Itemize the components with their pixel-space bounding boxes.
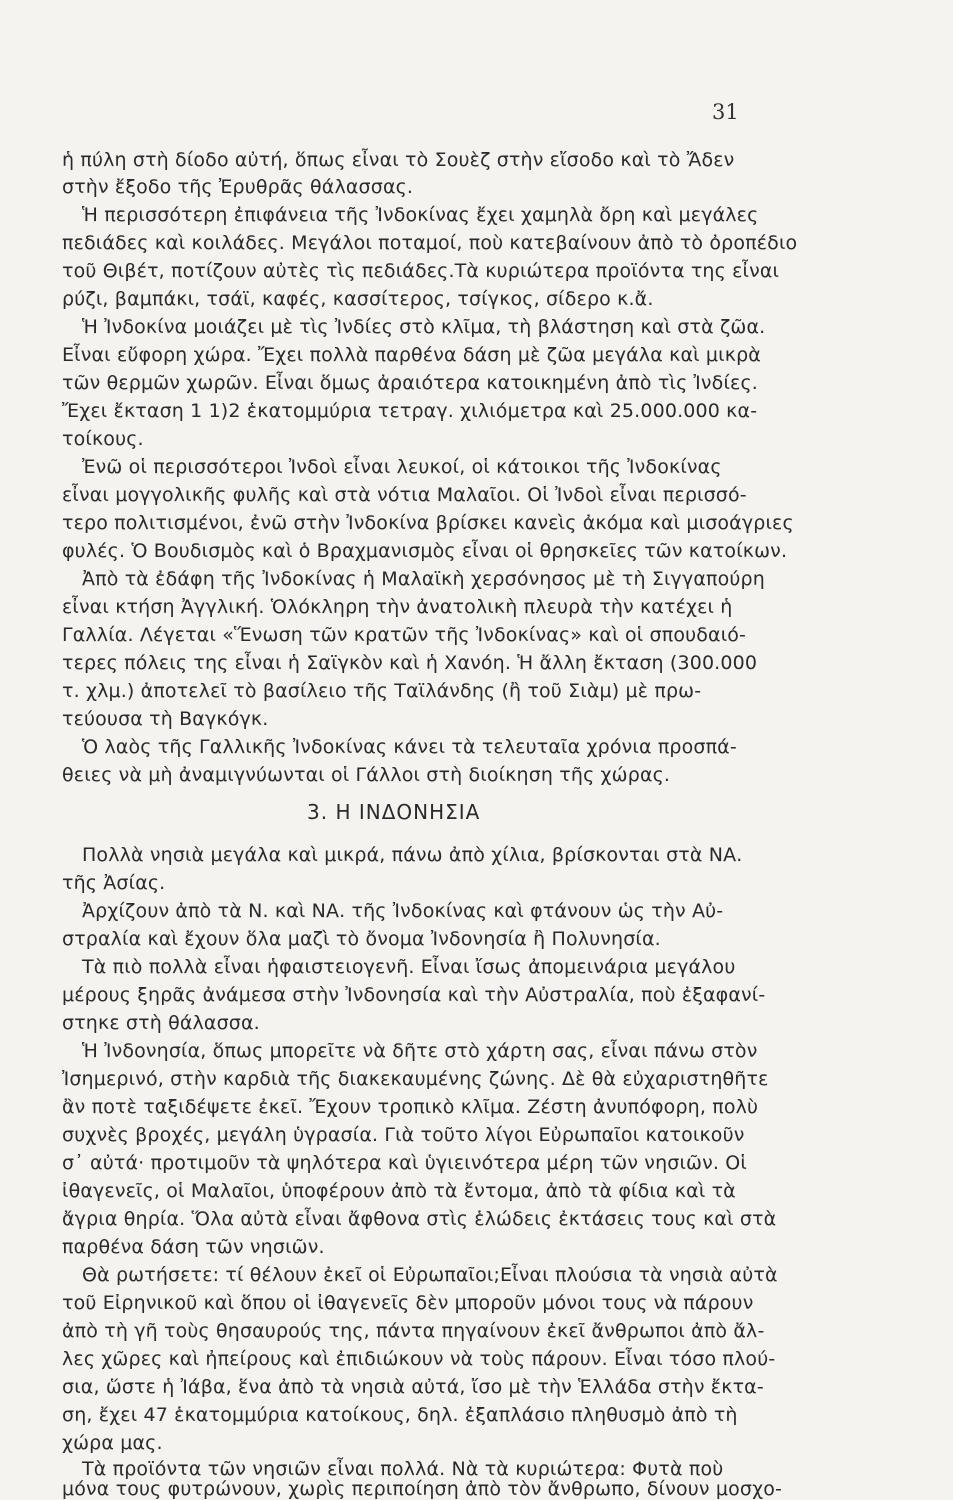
text-line: τερες πόλεις της εἶναι ἡ Σαϊγκὸν καὶ ἡ Χανόη. Ἡ ἄλλη ἔκταση (300.000 (62, 652, 758, 674)
section-heading: 3. Η ΙΝΔΟΝΗΣΙΑ (307, 800, 481, 824)
text-line: Ἀρχίζουν ἀπὸ τὰ Ν. καὶ ΝΑ. τῆς Ἰνδοκίνας καὶ φτάνουν ὡς τὴν Αὐ- (82, 900, 724, 922)
text-line: Ἐνῶ οἱ περισσότεροι Ἰνδοὶ εἶναι λευκοί, οἱ κάτοικοι τῆς Ἰνδοκίνας (82, 456, 722, 478)
text-line: Ἡ Ἰνδοκίνα μοιάζει μὲ τὶς Ἰνδίες στὸ κλῖμα, τὴ βλάστηση καὶ στὰ ζῶα. (82, 316, 766, 338)
text-line: μέρους ξηρᾶς ἀνάμεσα στὴν Ἰνδονησία καὶ τὴν Αὐστραλία, ποὺ ἐξαφανί- (62, 984, 766, 1006)
text-line: μόνα τους φυτρώνουν, χωρὶς περιποίηση ἀπὸ τὸν ἄνθρωπο, δίνουν μοσχο- (62, 1478, 782, 1500)
text-line: εἶναι μογγολικῆς φυλῆς καὶ στὰ νότια Μαλαῖοι. Οἱ Ἰνδοὶ εἶναι περισσό- (62, 484, 747, 506)
text-line: τεύουσα τὴ Βαγκόγκ. (62, 708, 269, 730)
text-line: Θὰ ρωτήσετε: τί θέλουν ἐκεῖ οἱ Εὐρωπαῖοι;Εἶναι πλούσια τὰ νησιὰ αὐτὰ (82, 1264, 778, 1286)
text-line: Ὁ λαὸς τῆς Γαλλικῆς Ἰνδοκίνας κάνει τὰ τελευταῖα χρόνια προσπά- (82, 736, 737, 758)
text-line: τοίκους. (62, 428, 144, 450)
text-line: στηκε στὴ θάλασσα. (62, 1012, 260, 1034)
text-line: ἰθαγενεῖς, οἱ Μαλαῖοι, ὑποφέρουν ἀπὸ τὰ ἔντομα, ἀπὸ τὰ φίδια καὶ τὰ (62, 1180, 736, 1202)
text-line: ἀπὸ τὴ γῆ τοὺς θησαυρούς της, πάντα πηγαίνουν ἐκεῖ ἄνθρωποι ἀπὸ ἄλ- (62, 1320, 765, 1342)
text-line: στραλία καὶ ἔχουν ὅλα μαζὶ τὸ ὄνομα Ἰνδονησία ἢ Πολυνησία. (62, 928, 661, 950)
text-line: Γαλλία. Λέγεται «Ἕνωση τῶν κρατῶν τῆς Ἰνδοκίνας» καὶ οἱ σπουδαιό- (62, 624, 747, 646)
text-line: ἡ πύλη στὴ δίοδο αὐτή, ὅπως εἶναι τὸ Σουὲζ στὴν εἴσοδο καὶ τὸ Ἄδεν (62, 149, 735, 171)
text-line: θειες νὰ μὴ ἀναμιγνύωνται οἱ Γάλλοι στὴ διοίκηση τῆς χώρας. (62, 764, 671, 786)
text-line: παρθένα δάση τῶν νησιῶν. (62, 1236, 325, 1258)
text-line: χώρα μας. (62, 1432, 163, 1454)
text-line: Τὰ προϊόντα τῶν νησιῶν εἶναι πολλά. Νὰ τὰ κυριώτερα: Φυτὰ ποὺ (82, 1458, 724, 1480)
text-line: πεδιάδες καὶ κοιλάδες. Μεγάλοι ποταμοί, ποὺ κατεβαίνουν ἀπὸ τὸ ὀροπέδιο (62, 232, 798, 254)
text-line: ἄγρια θηρία. Ὅλα αὐτὰ εἶναι ἄφθονα στὶς ἑλώδεις ἐκτάσεις τους καὶ στὰ (62, 1208, 777, 1230)
text-line: τοῦ Εἰρηνικοῦ καὶ ὅπου οἱ ἰθαγενεῖς δὲν μποροῦν μόνοι τους νὰ πάρουν (62, 1292, 754, 1314)
text-line: τοῦ Θιβέτ, ποτίζουν αὐτὲς τὶς πεδιάδες.Τὰ κυριώτερα προϊόντα της εἶναι (62, 260, 780, 282)
text-line: Ἡ Ἰνδονησία, ὅπως μπορεῖτε νὰ δῆτε στὸ χάρτη σας, εἶναι πάνω στὸν (82, 1040, 758, 1062)
text-line: λες χῶρες καὶ ἠπείρους καὶ ἐπιδιώκουν νὰ τοὺς πάρουν. Εἶναι τόσο πλού- (62, 1348, 776, 1370)
text-line: σια, ὥστε ἡ Ἰάβα, ἕνα ἀπὸ τὰ νησιὰ αὐτά, ἴσο μὲ τὴν Ἑλλάδα στὴν ἔκτα- (62, 1376, 764, 1398)
text-line: στὴν ἔξοδο τῆς Ἐρυθρᾶς θάλασσας. (62, 176, 414, 198)
text-line: τῶν θερμῶν χωρῶν. Εἶναι ὅμως ἀραιότερα κατοικημένη ἀπὸ τὶς Ἰνδίες. (62, 372, 758, 394)
text-line: ση, ἔχει 47 ἑκατομμύρια κατοίκους, δηλ. ἐξαπλάσιο πληθυσμὸ ἀπὸ τὴ (62, 1404, 738, 1426)
text-line: τῆς Ἀσίας. (62, 872, 166, 894)
text-line: Ἀπὸ τὰ ἐδάφη τῆς Ἰνδοκίνας ἡ Μαλαϊκὴ χερσόνησος μὲ τὴ Σιγγαπούρη (82, 568, 765, 590)
text-line: τερο πολιτισμένοι, ἐνῶ στὴν Ἰνδοκίνα βρίσκει κανεὶς ἀκόμα καὶ μισοάγριες (62, 512, 794, 534)
text-line: σ᾽ αὐτά· προτιμοῦν τὰ ψηλότερα καὶ ὑγιεινότερα μέρη τῶν νησιῶν. Οἱ (62, 1152, 747, 1174)
text-line: ἂν ποτὲ ταξιδέψετε ἐκεῖ. Ἔχουν τροπικὸ κλῖμα. Ζέστη ἀνυπόφορη, πολὺ (62, 1096, 759, 1118)
text-line: Ἡ περισσότερη ἐπιφάνεια τῆς Ἰνδοκίνας ἔχει χαμηλὰ ὄρη καὶ μεγάλες (82, 204, 759, 226)
page-number: 31 (712, 100, 739, 124)
text-line: φυλές. Ὁ Βουδισμὸς καὶ ὁ Βραχμανισμὸς εἶναι οἱ θρησκεῖες τῶν κατοίκων. (62, 540, 788, 562)
text-line: Εἶναι εὔφορη χώρα. Ἔχει πολλὰ παρθένα δάση μὲ ζῶα μεγάλα καὶ μικρὰ (62, 344, 761, 366)
text-line: εἶναι κτήση Ἀγγλική. Ὁλόκληρη τὴν ἀνατολικὴ πλευρὰ τὴν κατέχει ἡ (62, 596, 733, 618)
text-line: Ἔχει ἔκταση 1 1)2 ἑκατομμύρια τετραγ. χιλιόμετρα καὶ 25.000.000 κα- (62, 400, 758, 422)
text-line: ρύζι, βαμπάκι, τσάϊ, καφές, κασσίτερος, τσίγκος, σίδερο κ.ἄ. (62, 288, 654, 310)
text-line: Τὰ πιὸ πολλὰ εἶναι ἡφαιστειογενῆ. Εἶναι ἴσως ἀπομεινάρια μεγάλου (82, 956, 736, 978)
text-line: συχνὲς βροχές, μεγάλη ὑγρασία. Γιὰ τοῦτο λίγοι Εὐρωπαῖοι κατοικοῦν (62, 1124, 745, 1146)
text-line: Ἰσημερινό, στὴν καρδιὰ τῆς διακεκαυμένης ζώνης. Δὲ θὰ εὐχαριστηθῆτε (62, 1068, 769, 1090)
text-line: Πολλὰ νησιὰ μεγάλα καὶ μικρά, πάνω ἀπὸ χίλια, βρίσκονται στὰ ΝΑ. (82, 844, 743, 866)
text-line: τ. χλμ.) ἀποτελεῖ τὸ βασίλειο τῆς Ταϊλάνδης (ἢ τοῦ Σιὰμ) μὲ πρω- (62, 680, 702, 702)
